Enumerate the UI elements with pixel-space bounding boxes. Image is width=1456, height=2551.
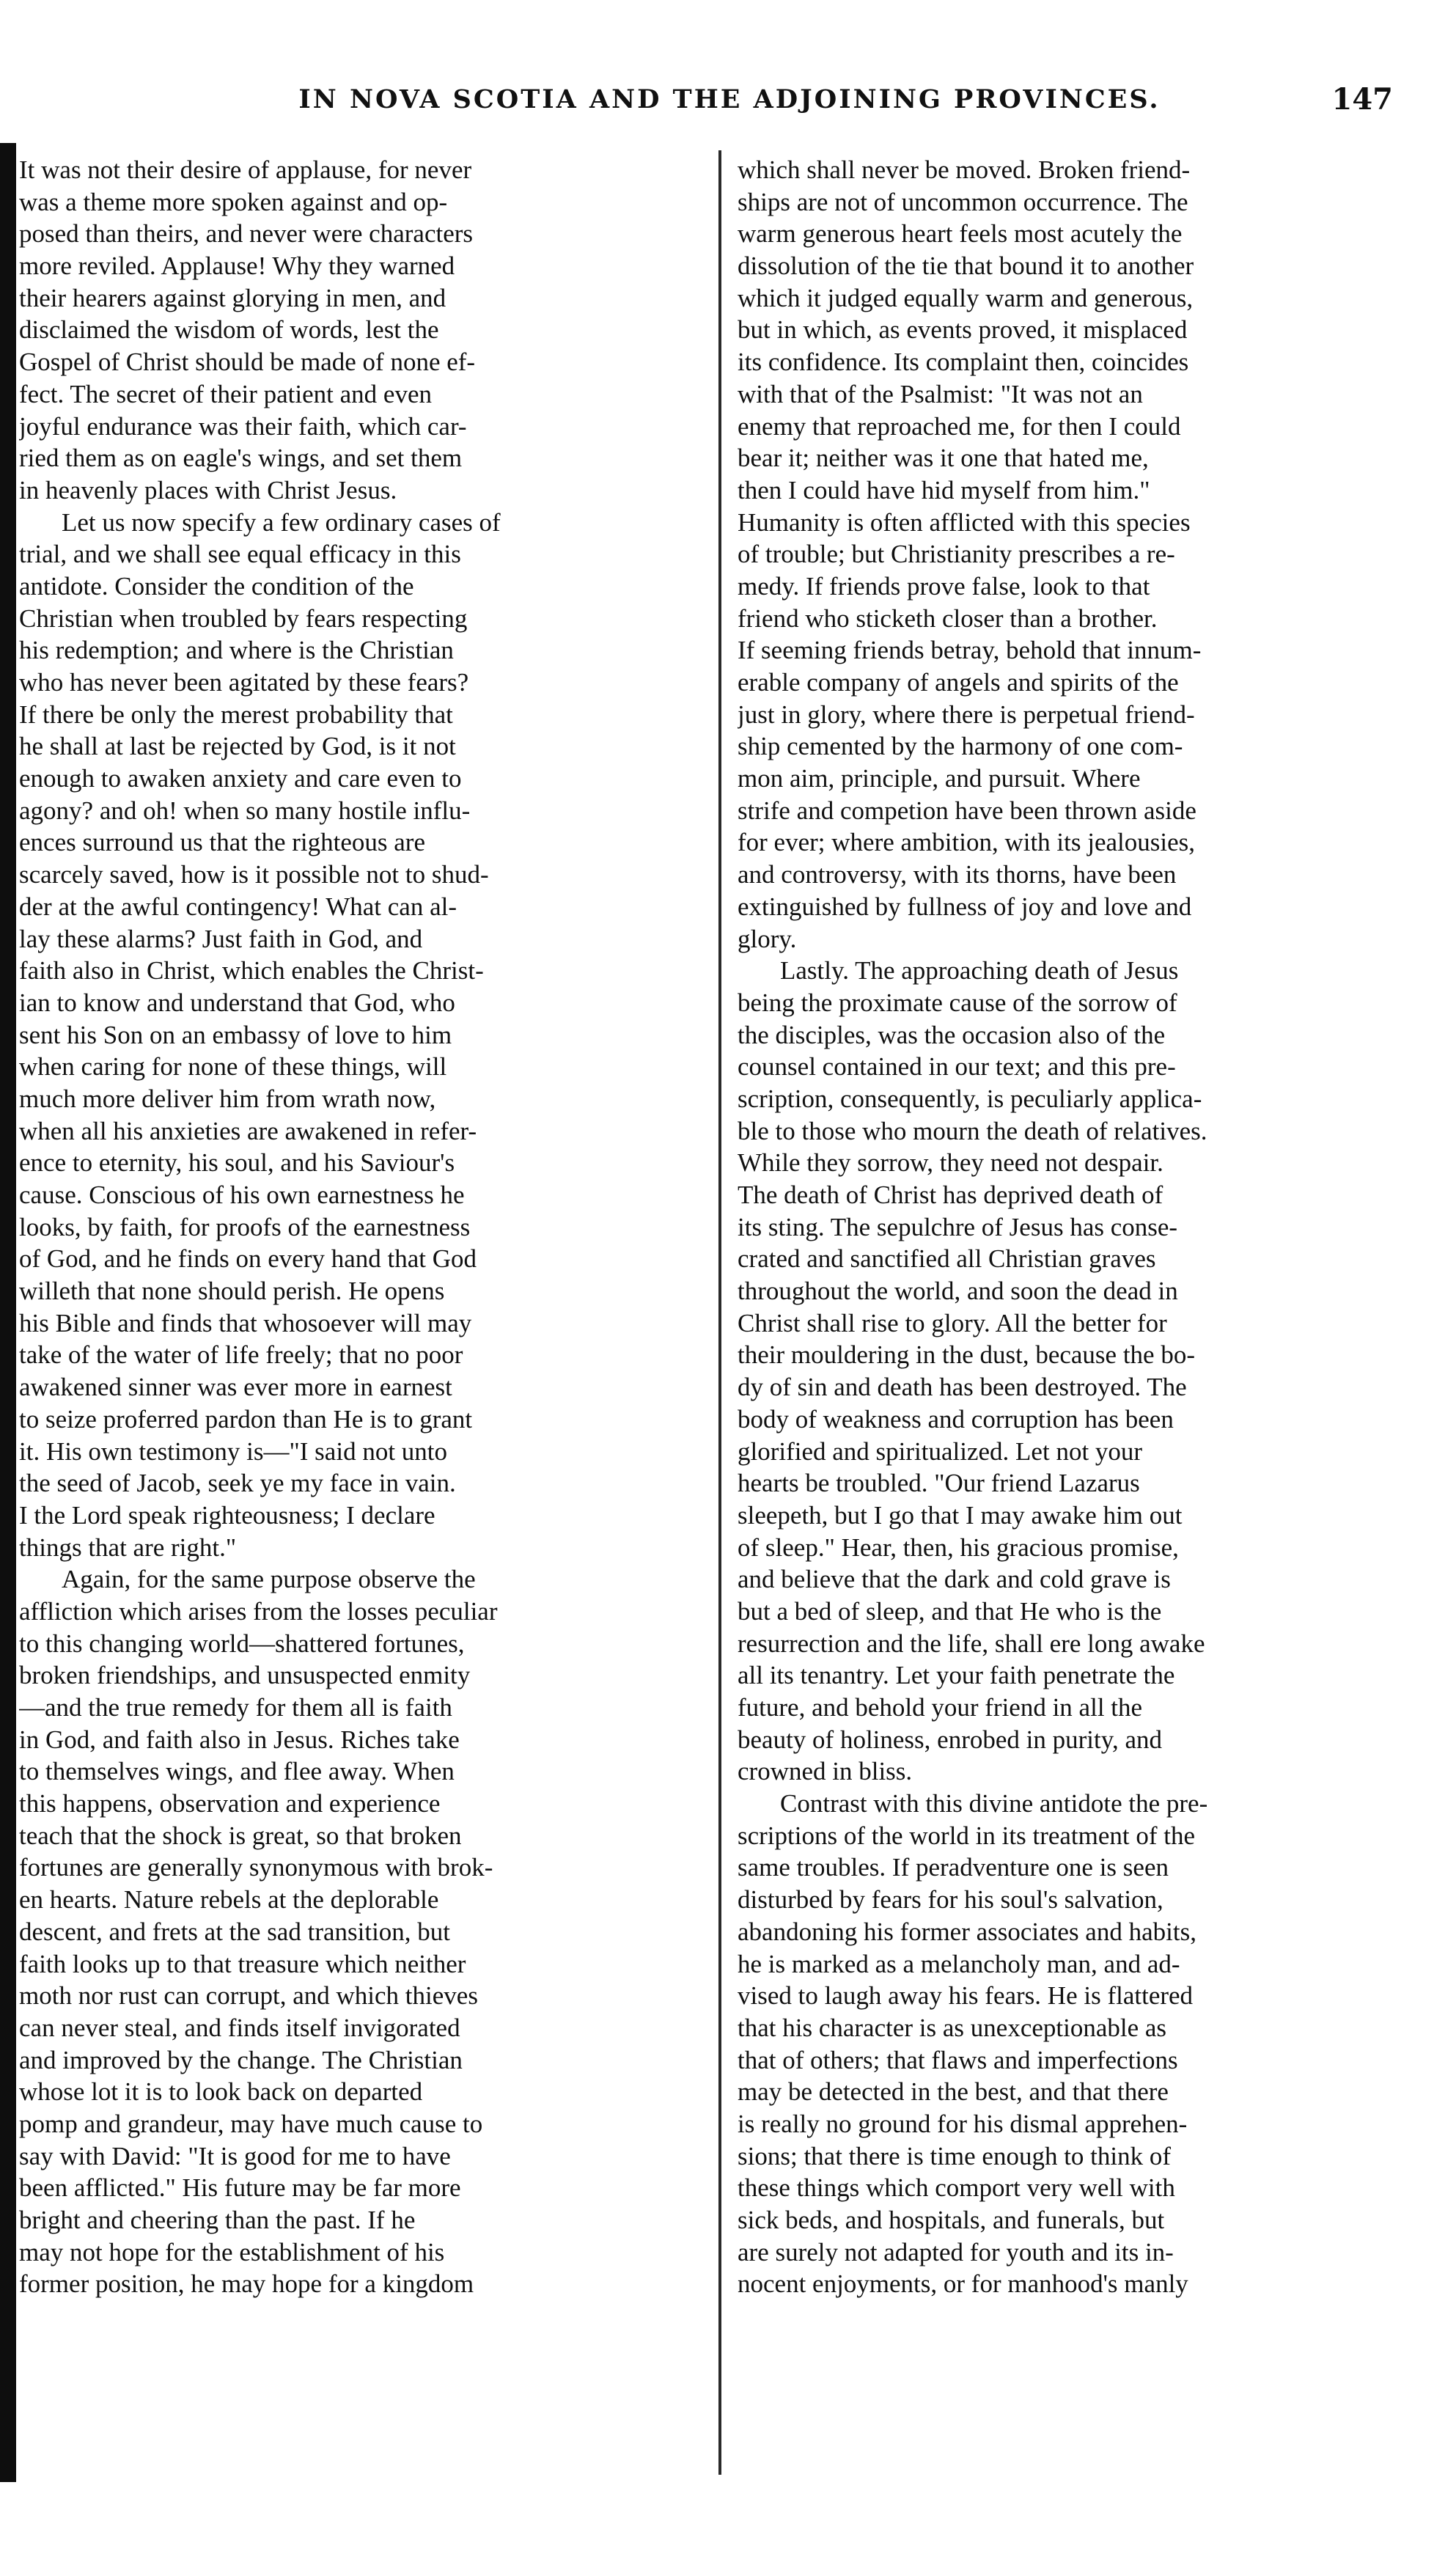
text-line: may not hope for the establishment of his	[19, 2237, 445, 2266]
text-line: descent, and frets at the sad transition, but	[19, 1917, 451, 1946]
scan-edge-shadow	[0, 143, 16, 2482]
text-line: scription, consequently, is peculiarly applica-	[738, 1084, 1202, 1113]
text-line: beauty of holiness, enrobed in purity, and	[738, 1725, 1162, 1754]
page-number: 147	[1331, 82, 1393, 117]
text-line: ble to those who mourn the death of relatives.	[738, 1116, 1207, 1145]
text-line: which shall never be moved. Broken friend-	[738, 155, 1191, 184]
text-line: glorified and spiritualized. Let not your	[738, 1436, 1143, 1466]
text-line: then I could have hid myself from him."	[738, 475, 1150, 504]
text-line: It was not their desire of applause, for never	[19, 155, 472, 184]
text-line: en hearts. Nature rebels at the deplorable	[19, 1885, 439, 1915]
text-line: trial, and we shall see equal efficacy in this	[19, 540, 461, 569]
text-line: with that of the Psalmist: "It was not an	[738, 379, 1143, 408]
text-line: The death of Christ has deprived death of	[738, 1181, 1163, 1209]
text-line: Gospel of Christ should be made of none ef-	[19, 348, 476, 377]
text-line: mon aim, principle, and pursuit. Where	[738, 764, 1141, 793]
text-line: Again, for the same purpose observe the	[62, 1565, 476, 1594]
text-line: joyful endurance was their faith, which car-	[19, 411, 467, 441]
text-line: much more deliver him from wrath now,	[19, 1084, 436, 1113]
text-line: Christian when troubled by fears respecting	[19, 603, 468, 633]
text-line: their mouldering in the dust, because the bo-	[738, 1340, 1196, 1370]
text-line: pomp and grandeur, may have much cause to	[19, 2109, 483, 2138]
text-line: future, and behold your friend in all the	[738, 1693, 1143, 1722]
text-line: strife and competion have been thrown aside	[738, 796, 1196, 825]
text-line: counsel contained in our text; and this pre-	[738, 1052, 1176, 1082]
text-line: scriptions of the world in its treatment of the	[738, 1821, 1196, 1850]
text-line: awakened sinner was ever more in earnest	[19, 1373, 452, 1402]
text-line: being the proximate cause of the sorrow of	[738, 988, 1177, 1017]
text-line: faith also in Christ, which enables the Christ-	[19, 956, 484, 985]
text-line: it. His own testimony is—"I said not unto	[19, 1436, 448, 1466]
text-line: may be detected in the best, and that there	[738, 2077, 1169, 2107]
text-line: throughout the world, and soon the dead in	[738, 1277, 1178, 1306]
text-line: ences surround us that the righteous are	[19, 828, 426, 857]
text-line: and improved by the change. The Christian	[19, 2045, 463, 2074]
text-line: medy. If friends prove false, look to that	[738, 571, 1150, 601]
text-line: fect. The secret of their patient and even	[19, 379, 432, 408]
text-line: when all his anxieties are awakened in refer-	[19, 1116, 477, 1145]
text-line: resurrection and the life, shall ere long awake	[738, 1629, 1205, 1658]
text-line: scarcely saved, how is it possible not to shud-	[19, 860, 489, 889]
text-line: in heavenly places with Christ Jesus.	[19, 475, 397, 504]
text-line: —and the true remedy for them all is faith	[19, 1693, 452, 1722]
text-line: If there be only the merest probability that	[19, 700, 453, 729]
text-line: broken friendships, and unsuspected enmity	[19, 1661, 471, 1690]
text-line: bright and cheering than the past. If he	[19, 2206, 416, 2234]
text-line: and controversy, with its thorns, have been	[738, 860, 1177, 889]
text-line: former position, he may hope for a kingdom	[19, 2269, 474, 2299]
text-line: of trouble; but Christianity prescribes a re-	[738, 540, 1175, 569]
text-line: dissolution of the tie that bound it to another	[738, 252, 1194, 281]
text-line: posed than theirs, and never were characters	[19, 219, 474, 249]
text-line: enough to awaken anxiety and care even to	[19, 764, 462, 793]
text-line: Lastly. The approaching death of Jesus	[780, 956, 1179, 985]
text-line: been afflicted." His future may be far more	[19, 2173, 461, 2203]
text-line: the disciples, was the occasion also of the	[738, 1020, 1166, 1049]
text-line: Christ shall rise to glory. All the better for	[738, 1308, 1167, 1337]
text-line: Humanity is often afflicted with this species	[738, 507, 1191, 537]
text-line: his redemption; and where is the Christian	[19, 636, 454, 665]
text-line: body of weakness and corruption has been	[738, 1404, 1174, 1434]
text-line: ian to know and understand that God, who	[19, 988, 455, 1017]
text-line: but a bed of sleep, and that He who is the	[738, 1596, 1162, 1626]
text-line: cause. Conscious of his own earnestness he	[19, 1181, 465, 1209]
text-line: say with David: "It is good for me to have	[19, 2141, 451, 2170]
text-line: sions; that there is time enough to think of	[738, 2141, 1172, 2170]
text-line: glory.	[738, 924, 797, 953]
text-line: agony? and oh! when so many hostile influ-	[19, 796, 471, 825]
text-line: that his character is as unexceptionable as	[738, 2013, 1167, 2042]
text-line: the seed of Jacob, seek ye my face in vain.	[19, 1469, 456, 1498]
text-line: to themselves wings, and flee away. When	[19, 1757, 455, 1786]
text-line: abandoning his former associates and habits,	[738, 1917, 1196, 1946]
right-column	[738, 154, 1394, 2300]
text-line: sleepeth, but I go that I may awake him out	[738, 1500, 1183, 1530]
text-line: enemy that reproached me, for then I could	[738, 411, 1181, 441]
column-divider	[718, 150, 721, 2475]
text-line: der at the awful contingency! What can al-	[19, 892, 457, 921]
running-title: IN NOVA SCOTIA AND THE ADJOINING PROVINCES.	[298, 84, 1161, 114]
text-line: things that are right."	[19, 1533, 237, 1562]
text-line: faith looks up to that treasure which neither	[19, 1949, 466, 1978]
text-line: its confidence. Its complaint then, coincides	[738, 348, 1189, 377]
text-line: crowned in bliss.	[738, 1757, 913, 1786]
text-line: willeth that none should perish. He opens	[19, 1277, 445, 1306]
text-line: to seize proferred pardon than He is to grant	[19, 1404, 473, 1434]
text-line: Contrast with this divine antidote the pre-	[780, 1789, 1208, 1818]
text-line: just in glory, where there is perpetual friend-	[738, 700, 1195, 729]
text-line: he is marked as a melancholy man, and ad-	[738, 1949, 1180, 1978]
text-line: ried them as on eagle's wings, and set them	[19, 444, 463, 473]
text-line: friend who sticketh closer than a brother.	[738, 603, 1158, 633]
text-line: he shall at last be rejected by God, is it not	[19, 732, 456, 761]
text-line: antidote. Consider the condition of the	[19, 571, 414, 601]
text-line: Let us now specify a few ordinary cases of	[62, 507, 501, 537]
text-line: erable company of angels and spirits of the	[738, 668, 1179, 697]
text-line: If seeming friends betray, behold that innum-	[738, 636, 1202, 665]
text-line: and believe that the dark and cold grave is	[738, 1565, 1171, 1594]
left-column	[19, 154, 707, 2300]
text-line: this happens, observation and experience	[19, 1789, 441, 1818]
text-line: warm generous heart feels most acutely the	[738, 219, 1183, 249]
text-line: While they sorrow, they need not despair.	[738, 1148, 1163, 1178]
text-line: his Bible and finds that whosoever will may	[19, 1308, 472, 1337]
text-line: disturbed by fears for his soul's salvation,	[738, 1885, 1163, 1915]
text-line: affliction which arises from the losses peculiar	[19, 1596, 498, 1626]
text-line: of sleep." Hear, then, his gracious promise,	[738, 1533, 1179, 1562]
text-line: sent his Son on an embassy of love to him	[19, 1020, 452, 1049]
text-line: their hearers against glorying in men, and	[19, 283, 446, 312]
text-line: extinguished by fullness of joy and love and	[738, 892, 1192, 921]
page-header	[66, 78, 1393, 122]
text-line: for ever; where ambition, with its jealousies,	[738, 828, 1196, 857]
text-line: sick beds, and hospitals, and funerals, but	[738, 2206, 1165, 2234]
text-line: vised to laugh away his fears. He is flattered	[738, 1981, 1194, 2011]
text-line: can never steal, and finds itself invigorated	[19, 2013, 460, 2042]
text-line: all its tenantry. Let your faith penetrate the	[738, 1661, 1175, 1690]
text-line: teach that the shock is great, so that broken	[19, 1821, 462, 1850]
text-line: was a theme more spoken against and op-	[19, 187, 448, 216]
text-line: dy of sin and death has been destroyed. The	[738, 1373, 1187, 1402]
text-line: which it judged equally warm and generous,	[738, 283, 1194, 312]
text-line: these things which comport very well with	[738, 2173, 1175, 2203]
text-line: disclaimed the wisdom of words, lest the	[19, 315, 439, 345]
text-line: that of others; that flaws and imperfections	[738, 2045, 1178, 2074]
text-line: ships are not of uncommon occurrence. The	[738, 187, 1188, 216]
text-line: fortunes are generally synonymous with brok-	[19, 1853, 493, 1882]
text-line: in God, and faith also in Jesus. Riches take	[19, 1725, 460, 1754]
text-line: moth nor rust can corrupt, and which thieves	[19, 1981, 478, 2011]
text-line: ship cemented by the harmony of one com-	[738, 732, 1183, 761]
text-line: but in which, as events proved, it misplaced	[738, 315, 1188, 345]
text-line: are surely not adapted for youth and its in-	[738, 2237, 1174, 2266]
text-line: to this changing world—shattered fortunes,	[19, 1629, 465, 1658]
text-line: whose lot it is to look back on departed	[19, 2077, 423, 2107]
text-line: hearts be troubled. "Our friend Lazarus	[738, 1469, 1140, 1498]
text-line: when caring for none of these things, will	[19, 1052, 447, 1082]
text-line: lay these alarms? Just faith in God, and	[19, 924, 423, 953]
text-line: ence to eternity, his soul, and his Saviour's	[19, 1148, 455, 1178]
text-line: who has never been agitated by these fears?	[19, 668, 469, 697]
text-line: its sting. The sepulchre of Jesus has conse-	[738, 1212, 1178, 1241]
text-line: take of the water of life freely; that no poor	[19, 1340, 463, 1370]
text-line: nocent enjoyments, or for manhood's manly	[738, 2269, 1188, 2299]
text-line: I the Lord speak righteousness; I declare	[19, 1500, 435, 1530]
text-line: crated and sanctified all Christian graves	[738, 1244, 1156, 1274]
text-line: bear it; neither was it one that hated me,	[738, 444, 1149, 473]
text-line: same troubles. If peradventure one is seen	[738, 1853, 1169, 1882]
text-line: more reviled. Applause! Why they warned	[19, 252, 455, 281]
text-line: looks, by faith, for proofs of the earnestness	[19, 1212, 471, 1241]
text-line: is really no ground for his dismal apprehen-	[738, 2109, 1188, 2138]
text-line: of God, and he finds on every hand that God	[19, 1244, 477, 1274]
